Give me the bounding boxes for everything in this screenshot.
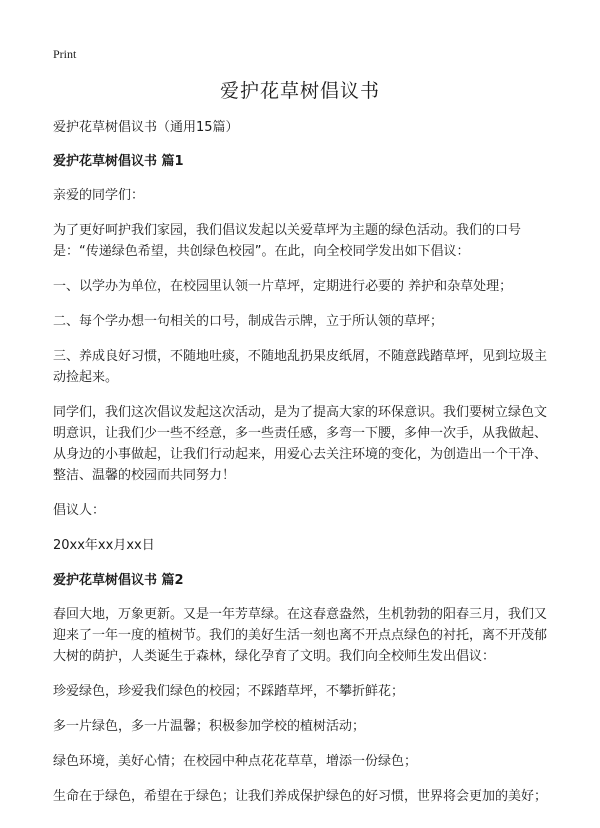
paragraph: 春回大地，万象更新。又是一年芳草绿。在这春意盎然，生机勃勃的阳春三月，我们又迎来了一年一度的植树节。我们的美好生活一刻也离不开点点绿色的衬托，离不开茂郁大树的荫护，人类诞生于森林，绿化孕育了文明。我们向全校师生发出倡议：	[53, 607, 548, 664]
paragraph: 珍爱绿色，珍爱我们绿色的校园；不踩踏草坪，不攀折鲜花；	[53, 684, 405, 699]
paragraph: 三、养成良好习惯，不随地吐痰，不随地乱扔果皮纸屑，不随意践踏草坪，见到垃圾主动捡起来。	[53, 349, 548, 385]
date-line: 20xx年xx月xx日	[53, 538, 155, 553]
paragraph: 绿色环境，美好心情；在校园中种点花花草草，增添一份绿色；	[53, 754, 418, 769]
signature-label: 倡议人：	[53, 503, 106, 518]
paragraph: 二、每个学办想一句相关的口号，制成告示牌，立于所认领的草坪；	[53, 314, 444, 329]
paragraph: 同学们，我们这次倡议发起这次活动，是为了提高大家的环保意识。我们要树立绿色文明意识，让我们少一些不经意，多一些责任感，多弯一下腰，多伸一次手，从我做起、从身边的小事做起，让我们行动起来，用爱心去关注环境的变化，为创造出一个干净、整洁、温馨的校园而共同努力！	[53, 405, 548, 483]
section-heading-2: 爱护花草树倡议书 篇2	[53, 573, 184, 588]
section-heading-1: 爱护花草树倡议书 篇1	[53, 154, 184, 169]
print-link[interactable]: Print	[53, 47, 77, 61]
document-subtitle: 爱护花草树倡议书（通用15篇）	[53, 120, 239, 135]
paragraph: 多一片绿色，多一片温馨；积极参加学校的植树活动；	[53, 719, 366, 734]
paragraph: 亲爱的同学们：	[53, 188, 145, 203]
paragraph: 为了更好呵护我们家园，我们倡议发起以关爱草坪为主题的绿色活动。我们的口号是：“传递绿色希望，共创绿色校园”。在此，向全校同学发出如下倡议：	[53, 223, 522, 259]
document-body	[53, 117, 553, 821]
paragraph: 生命在于绿色，希望在于绿色；让我们养成保护绿色的好习惯，世界将会更加的美好；	[53, 789, 548, 804]
paragraph: 一、以学办为单位，在校园里认领一片草坪，定期进行必要的 养护和杂草处理；	[53, 279, 513, 294]
page-title: 爱护花草树倡议书	[219, 80, 380, 102]
